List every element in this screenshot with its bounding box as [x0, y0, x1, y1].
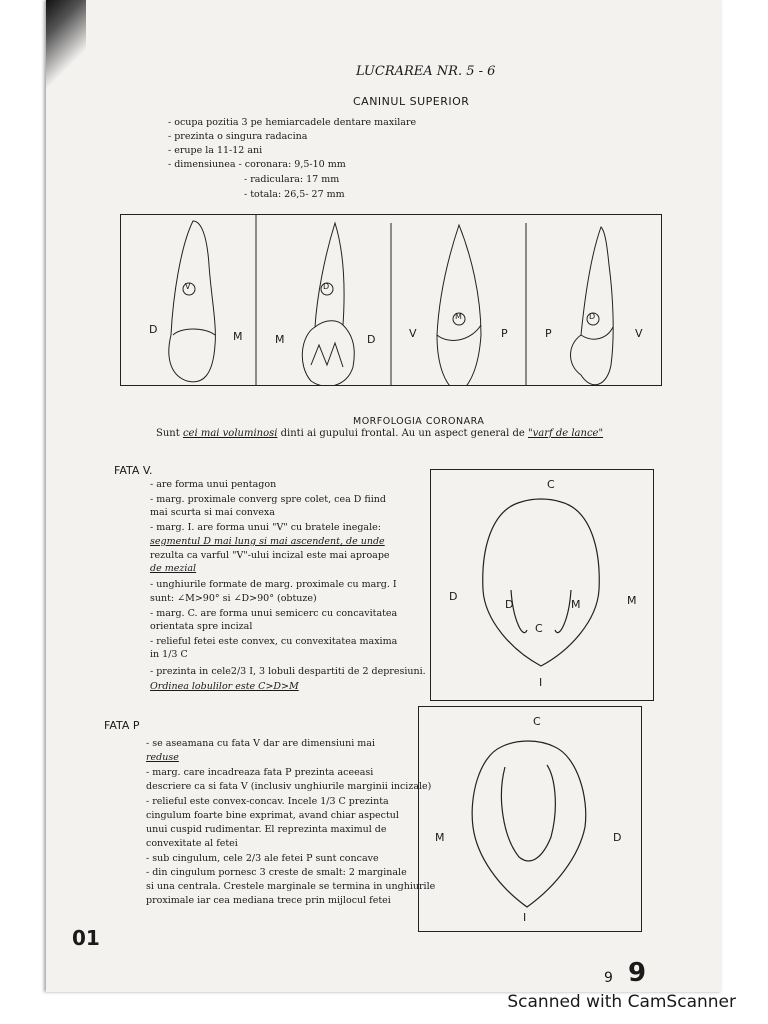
fata-p-right-label: D	[613, 831, 622, 844]
fata-v-left-label: D	[449, 590, 458, 603]
morph-heading: MORFOLOGIA CORONARA	[353, 416, 485, 427]
fata-p-line: - sub cingulum, cele 2/3 ale fetei P sunt concave	[146, 853, 379, 864]
fata-v-line: - prezinta in cele2/3 I, 3 lobuli despartiti de 2 depresiuni.	[150, 666, 426, 677]
page-number-big: 9	[628, 958, 647, 988]
view3-right-label: P	[501, 327, 508, 340]
fata-p-line: unui cuspid rudimentar. El reprezinta maximul de	[146, 824, 387, 835]
lucrarea-title: LUCRAREA NR. 5 - 6	[356, 64, 496, 79]
fata-v-line: sunt: ∠M>90° si ∠D>90° (obtuze)	[150, 593, 317, 604]
fata-v-bottom-label: I	[539, 676, 543, 689]
tooth-views-drawing	[121, 215, 661, 385]
view2-center-label: D	[323, 282, 330, 291]
fata-v-line: - marg. C. are forma unui semicerc cu concavitatea	[150, 608, 398, 619]
view4-left-label: P	[545, 327, 552, 340]
fata-v-line: Ordinea lobulilor este C>D>M	[150, 681, 299, 692]
view1-center-label: V	[185, 282, 191, 291]
fata-v-line: - marg. proximale converg spre colet, cea D fiind	[150, 494, 386, 505]
fata-p-top-label: C	[533, 715, 541, 728]
morph-text-c: dinti ai gupului frontal. Au un aspect general de	[277, 428, 528, 439]
fata-p-line: convexitate al fetei	[146, 838, 238, 849]
fata-v-diagram	[430, 469, 654, 701]
fata-p-line: proximale iar cea mediana trece prin mijlocul fetei	[146, 895, 391, 906]
tooth-views-strip	[120, 214, 662, 386]
fata-p-line: cingulum foarte bine exprimat, avand chiar aspectul	[146, 810, 399, 821]
view2-right-label: D	[367, 333, 376, 346]
fata-p-line: - din cingulum pornesc 3 creste de smalt: 2 marginale	[146, 867, 407, 878]
fata-p-left-label: M	[435, 831, 445, 844]
fata-v-lobe-m: M	[571, 598, 581, 611]
fata-v-line: segmentul D mai lung si mai ascendent, de unde	[150, 536, 385, 547]
fata-v-line: rezulta ca varful "V"-ului incizal este mai aproape	[150, 550, 390, 561]
fata-v-line: de mezial	[150, 563, 197, 574]
view4-right-label: V	[635, 327, 643, 340]
fata-p-line: descriere ca si fata V (inclusiv unghiurile marginii incizale)	[146, 781, 432, 792]
fata-p-drawing	[419, 707, 641, 931]
view1-left-label: D	[149, 323, 158, 336]
fata-p-line: reduse	[146, 752, 179, 763]
intro-line: - totala: 26,5- 27 mm	[244, 189, 345, 200]
view1-right-label: M	[233, 330, 243, 343]
fata-v-line: mai scurta si mai convexa	[150, 507, 275, 518]
view4-center-label: D	[589, 312, 596, 321]
fata-v-lobe-c: C	[535, 622, 543, 635]
intro-line: - radiculara: 17 mm	[244, 174, 340, 185]
view3-left-label: V	[409, 327, 417, 340]
intro-line: - dimensiunea - coronara: 9,5-10 mm	[168, 159, 346, 170]
fata-p-bottom-label: I	[523, 911, 527, 924]
fata-v-heading: FATA V.	[114, 464, 153, 477]
page-number-small: 9	[604, 970, 613, 986]
fata-p-diagram	[418, 706, 642, 932]
fata-p-line: - se aseamana cu fata V dar are dimensiuni mai	[146, 738, 376, 749]
camscanner-footer: Scanned with CamScanner	[507, 992, 736, 1012]
fata-v-right-label: M	[627, 594, 637, 607]
fata-v-line: - marg. I. are forma unui "V" cu bratele inegale:	[150, 522, 381, 533]
morph-text-d: "varf de lance"	[527, 428, 604, 439]
morph-text-b: cei mai voluminosi	[182, 428, 278, 439]
fata-p-line: - relieful este convex-concav. Incele 1/3 C prezinta	[146, 796, 389, 807]
fata-v-drawing	[431, 470, 653, 700]
fata-p-line: - marg. care incadreaza fata P prezinta aceeasi	[146, 767, 374, 778]
morph-text-a: Sunt	[156, 428, 183, 439]
page-title: CANINUL SUPERIOR	[353, 95, 470, 108]
fata-p-line: si una centrala. Crestele marginale se termina in unghiurile	[146, 881, 436, 892]
intro-line: - erupe la 11-12 ani	[168, 145, 263, 156]
fata-v-line: - relieful fetei este convex, cu convexitatea maxima	[150, 636, 398, 647]
margin-mark: 01	[72, 926, 100, 950]
fata-p-heading: FATA P	[104, 719, 140, 732]
intro-line: - ocupa pozitia 3 pe hemiarcadele dentare maxilare	[168, 117, 417, 128]
fata-v-top-label: C	[547, 478, 555, 491]
fata-v-line: - unghiurile formate de marg. proximale cu marg. I	[150, 579, 397, 590]
fata-v-line: orientata spre incizal	[150, 621, 253, 632]
fata-v-line: - are forma unui pentagon	[150, 479, 277, 490]
page-edge-shadow	[46, 0, 86, 110]
intro-line: - prezinta o singura radacina	[168, 131, 308, 142]
morph-intro	[156, 428, 603, 440]
view2-left-label: M	[275, 333, 285, 346]
view3-center-label: M	[455, 312, 462, 321]
fata-v-line: in 1/3 C	[150, 649, 188, 660]
fata-v-lobe-d: D	[505, 598, 514, 611]
